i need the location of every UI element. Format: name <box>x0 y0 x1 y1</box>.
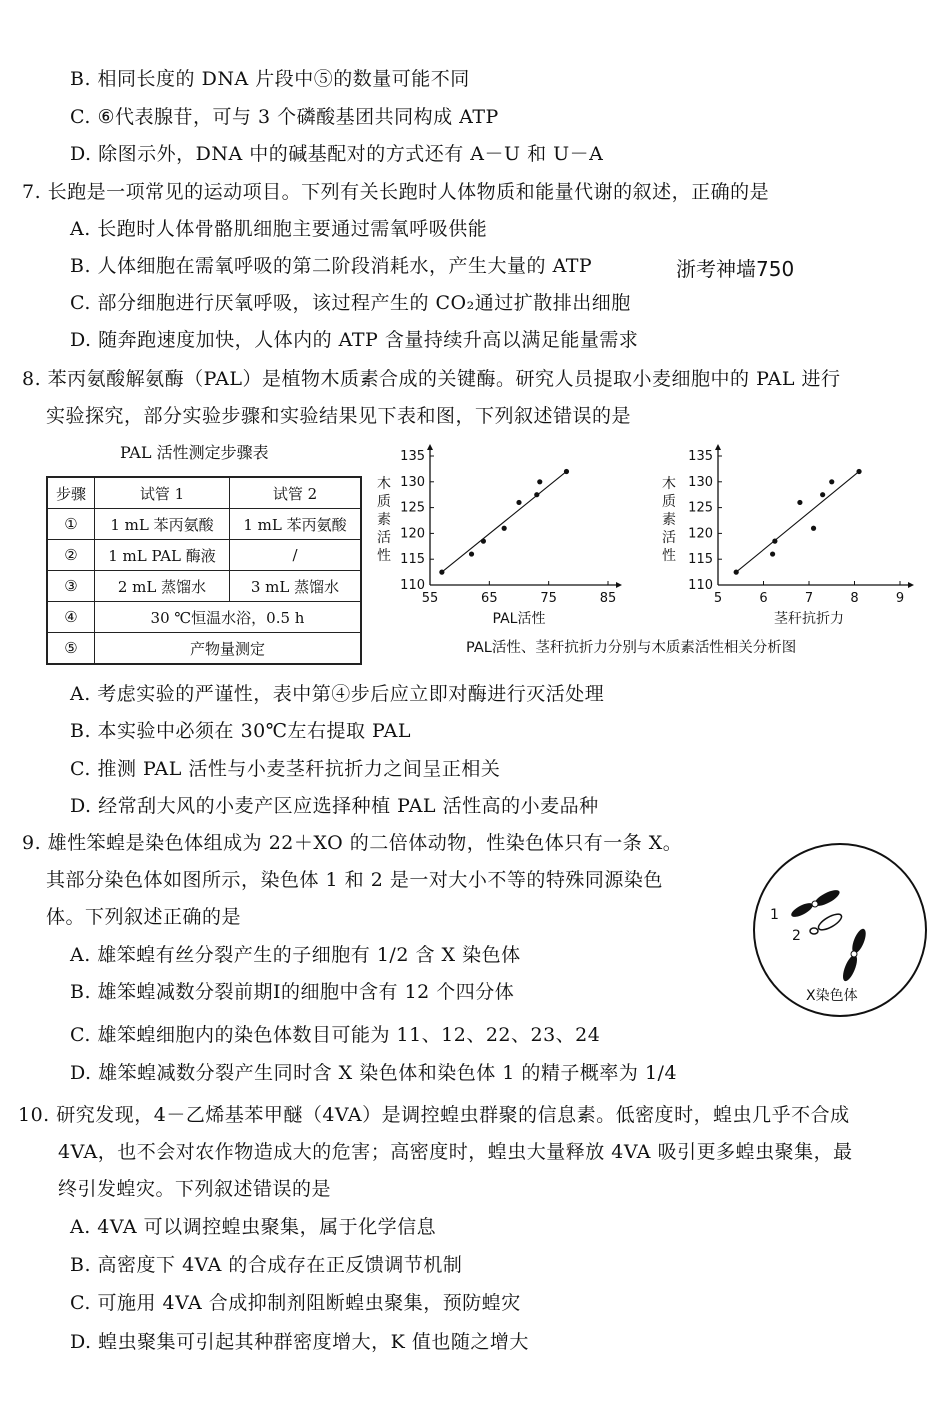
q7-option-a: A. 长跑时人体骨骼肌细胞主要通过需氧呼吸供能 <box>70 218 488 240</box>
table-caption: PAL 活性测定步骤表 <box>120 443 269 462</box>
x-tick-label: 9 <box>895 591 905 606</box>
q8-option-b: B. 本实验中必须在 30℃左右提取 PAL <box>70 720 411 742</box>
table-header-row <box>47 477 361 509</box>
data-point <box>439 570 444 575</box>
table-row <box>47 602 361 633</box>
q10-stem-line1: 10. 研究发现，4－乙烯基苯甲醚（4VA）是调控蝗虫群聚的信息素。低密度时，蝗虫几乎不合成 <box>18 1104 850 1126</box>
table-cell: 产物量测定 <box>95 633 362 665</box>
table-row <box>47 633 361 665</box>
q9-option-d: D. 雄笨蝗减数分裂产生同时含 X 染色体和染色体 1 的精子概率为 1/4 <box>70 1062 678 1084</box>
x-axis-arrow <box>908 582 914 588</box>
data-point <box>469 551 474 556</box>
table-header: 试管 1 <box>95 477 230 509</box>
table-cell: ③ <box>47 571 95 602</box>
chromosome-diagram <box>750 840 930 1020</box>
q7-option-d: D. 随奔跑速度加快，人体内的 ATP 含量持续升高以满足能量需求 <box>70 329 639 351</box>
q8-option-d: D. 经常刮大风的小麦产区应选择种植 PAL 活性高的小麦品种 <box>70 795 599 817</box>
x-tick-label: 7 <box>804 591 814 606</box>
stem-strength-scatter-chart <box>655 440 920 640</box>
data-point <box>856 469 861 474</box>
q7-option-c: C. 部分细胞进行厌氧呼吸，该过程产生的 CO₂通过扩散排出细胞 <box>70 292 631 314</box>
table-cell: / <box>230 540 362 571</box>
x-axis-label: PAL活性 <box>492 611 546 627</box>
y-tick-label: 120 <box>400 526 425 542</box>
q8-option-a: A. 考虑实验的严谨性，表中第④步后应立即对酶进行灭活处理 <box>70 683 605 705</box>
y-axis-arrow <box>715 444 721 450</box>
data-point <box>797 500 802 505</box>
data-point <box>534 492 539 497</box>
data-point <box>481 539 486 544</box>
y-axis-label: 木质素活性 <box>377 476 391 564</box>
y-tick-label: 135 <box>400 449 425 464</box>
data-point <box>537 479 542 484</box>
q6-option-b: B. 相同长度的 DNA 片段中⑤的数量可能不同 <box>70 68 470 90</box>
y-tick-label: 120 <box>688 526 713 542</box>
y-tick-label: 110 <box>400 578 425 593</box>
y-tick-label: 125 <box>688 500 713 516</box>
x-tick-label: 75 <box>540 591 557 606</box>
table-cell: 2 mL 蒸馏水 <box>95 571 230 602</box>
x-tick-label: 6 <box>759 591 768 606</box>
q8-option-c: C. 推测 PAL 活性与小麦茎秆抗折力之间呈正相关 <box>70 758 501 780</box>
trend-line <box>736 471 859 572</box>
table-cell: 30 ℃恒温水浴，0.5 h <box>95 602 362 633</box>
q10-option-b: B. 高密度下 4VA 的合成存在正反馈调节机制 <box>70 1254 463 1276</box>
table-cell: ⑤ <box>47 633 95 665</box>
table-cell: 3 mL 蒸馏水 <box>230 571 362 602</box>
q7-stem: 7. 长跑是一项常见的运动项目。下列有关长跑时人体物质和能量代谢的叙述，正确的是 <box>22 181 770 203</box>
q8-stem-line2: 实验探究，部分实验步骤和实验结果见下表和图，下列叙述错误的是 <box>46 405 632 427</box>
data-point <box>820 492 825 497</box>
table-cell: 1 mL PAL 酶液 <box>95 540 230 571</box>
data-point <box>502 526 507 531</box>
y-tick-label: 125 <box>400 500 425 516</box>
q9-option-a: A. 雄笨蝗有丝分裂产生的子细胞有 1/2 含 X 染色体 <box>70 944 521 966</box>
q9-stem-line3: 体。下列叙述正确的是 <box>46 906 242 928</box>
q10-option-a: A. 4VA 可以调控蝗虫聚集，属于化学信息 <box>70 1216 437 1238</box>
x-tick-label: 8 <box>850 591 859 606</box>
table-cell: ② <box>47 540 95 571</box>
label-chromosome-1: 1 <box>770 907 779 923</box>
y-axis-label: 木质素活性 <box>662 476 676 564</box>
table-header: 步骤 <box>47 477 95 509</box>
q9-option-c: C. 雄笨蝗细胞内的染色体数目可能为 11、12、22、23、24 <box>70 1024 601 1046</box>
trend-line <box>442 471 567 572</box>
q10-option-d: D. 蝗虫聚集可引起其种群密度增大，K 值也随之增大 <box>70 1331 529 1353</box>
q8-stem-line1: 8. 苯丙氨酸解氨酶（PAL）是植物木质素合成的关键酶。研究人员提取小麦细胞中的 PAL 进行 <box>22 368 841 390</box>
x-tick-label: 85 <box>599 591 617 606</box>
q10-stem-line3: 终引发蝗灾。下列叙述错误的是 <box>58 1178 332 1200</box>
table-header: 试管 2 <box>230 477 362 509</box>
q9-stem-line1: 9. 雄性笨蝗是染色体组成为 22＋XO 的二倍体动物，性染色体只有一条 X。 <box>22 832 683 854</box>
data-point <box>772 539 777 544</box>
data-point <box>770 551 775 556</box>
x-tick-label: 55 <box>421 591 439 606</box>
figure-caption: PAL活性、茎秆抗折力分别与木质素活性相关分析图 <box>466 640 797 656</box>
y-tick-label: 135 <box>688 449 713 464</box>
data-point <box>734 570 739 575</box>
q10-stem-line2: 4VA，也不会对农作物造成大的危害；高密度时，蝗虫大量释放 4VA 吸引更多蝗虫聚集，最 <box>58 1141 853 1163</box>
table-row <box>47 571 361 602</box>
q6-option-c: C. ⑥代表腺苷，可与 3 个磷酸基团共同构成 ATP <box>70 106 499 128</box>
table-cell: 1 mL 苯丙氨酸 <box>230 509 362 540</box>
q9-option-b: B. 雄笨蝗减数分裂前期Ⅰ的细胞中含有 12 个四分体 <box>70 981 515 1003</box>
y-tick-label: 130 <box>400 474 425 490</box>
table-cell: ① <box>47 509 95 540</box>
q7-option-b: B. 人体细胞在需氧呼吸的第二阶段消耗水，产生大量的 ATP <box>70 255 593 277</box>
table-row <box>47 540 361 571</box>
q6-option-d: D. 除图示外，DNA 中的碱基配对的方式还有 A－U 和 U－A <box>70 143 604 165</box>
data-point <box>811 526 816 531</box>
y-tick-label: 115 <box>400 552 425 568</box>
y-tick-label: 110 <box>688 578 713 593</box>
pal-activity-scatter-chart <box>370 440 650 640</box>
pal-steps-table <box>46 476 362 665</box>
table-row <box>47 509 361 540</box>
data-point <box>564 469 569 474</box>
y-tick-label: 115 <box>688 552 713 568</box>
watermark: 浙考神墙750 <box>676 257 795 281</box>
data-point <box>516 500 521 505</box>
x-axis-arrow <box>616 582 622 588</box>
table-cell: 1 mL 苯丙氨酸 <box>95 509 230 540</box>
y-tick-label: 130 <box>688 474 713 490</box>
x-tick-label: 65 <box>481 591 498 606</box>
table-cell: ④ <box>47 602 95 633</box>
x-axis-label: 茎秆抗折力 <box>774 611 844 627</box>
y-axis-arrow <box>427 444 433 450</box>
label-x-chromosome: X染色体 <box>806 988 858 1004</box>
x-tick-label: 5 <box>713 591 723 606</box>
q9-stem-line2: 其部分染色体如图所示，染色体 1 和 2 是一对大小不等的特殊同源染色 <box>46 869 663 891</box>
q10-option-c: C. 可施用 4VA 合成抑制剂阻断蝗虫聚集，预防蝗灾 <box>70 1292 521 1314</box>
data-point <box>829 479 834 484</box>
label-chromosome-2: 2 <box>792 928 801 944</box>
